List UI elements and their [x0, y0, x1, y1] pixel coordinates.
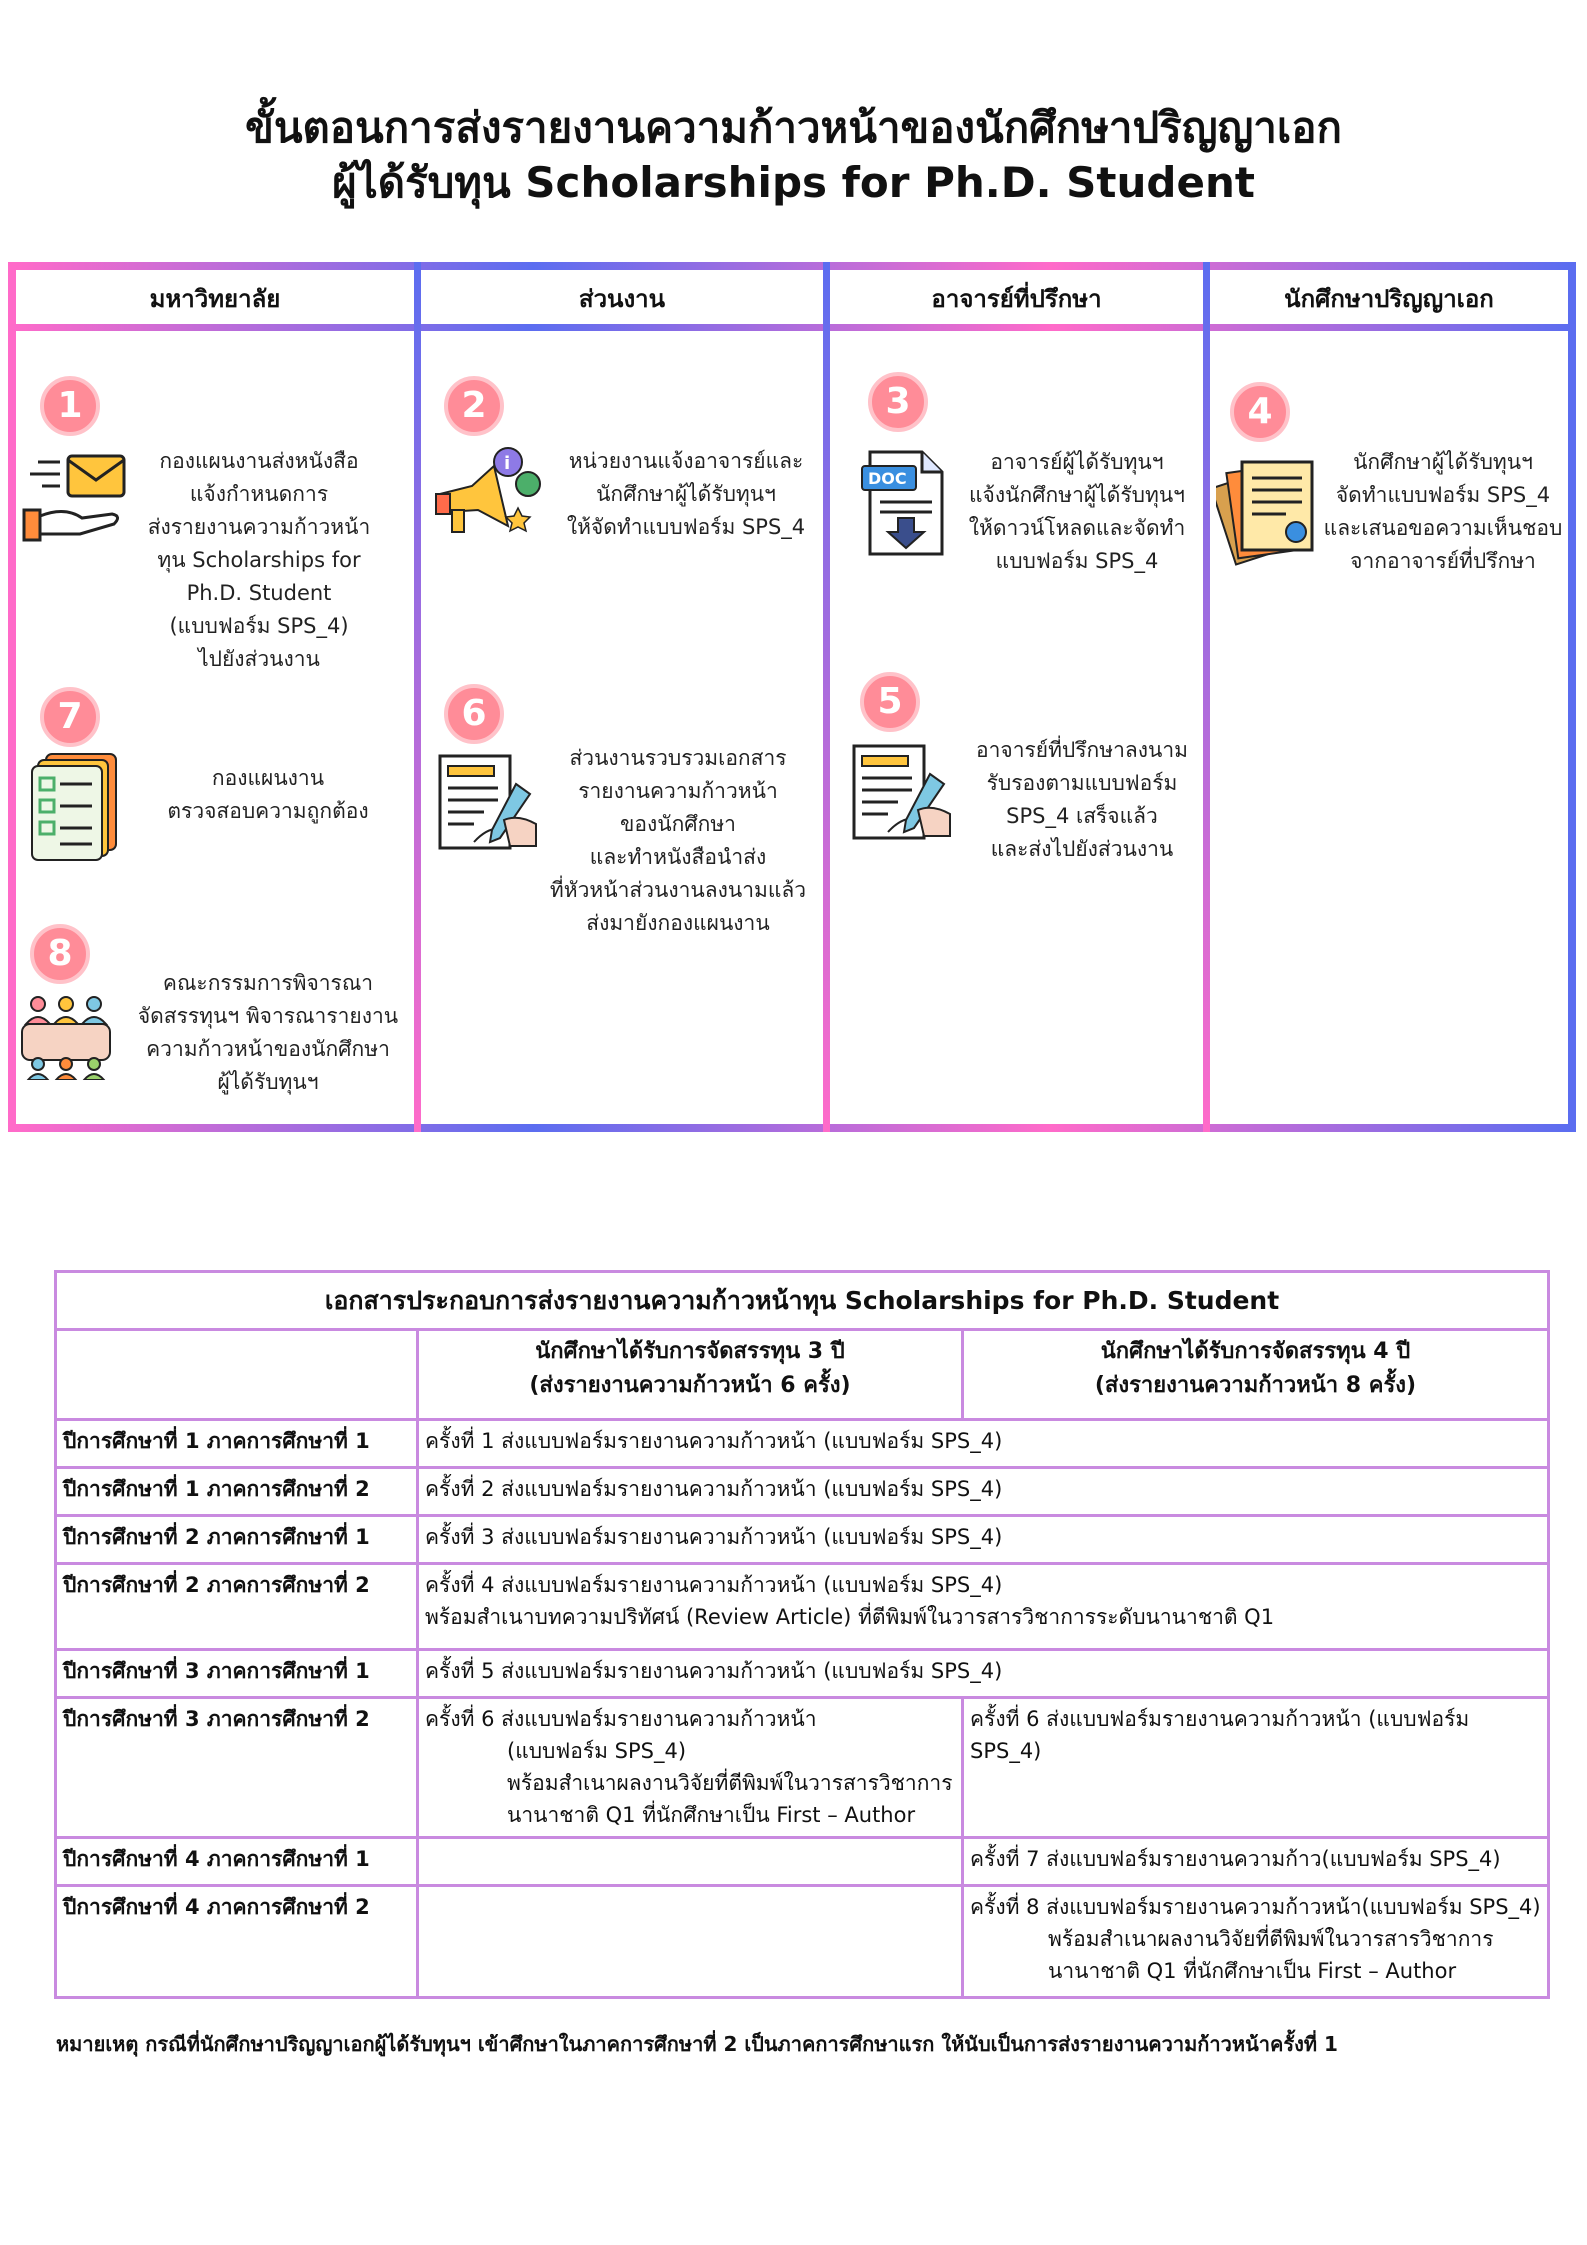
step-4-text: [1318, 446, 1568, 578]
step-text-line: หน่วยงานแจ้งอาจารย์และ: [568, 449, 804, 473]
step-text-line: และทำหนังสือนำส่ง: [589, 845, 767, 869]
step-text-line: รายงานความก้าวหน้า: [578, 779, 778, 803]
step-text-line: ตรวจสอบความถูกต้อง: [167, 799, 369, 823]
table-row: [56, 1516, 1549, 1564]
step-4-badge: 4: [1230, 382, 1290, 442]
row-term: ปีการศึกษาที่ 3 ภาคการศึกษาที่ 2: [56, 1698, 418, 1838]
row-text: [418, 1564, 1549, 1650]
step-text-line: ส่งมายังกองแผนงาน: [586, 911, 770, 935]
row-text-4-year: [963, 1886, 1549, 1998]
step-3-text: [952, 446, 1202, 578]
column-divider: [414, 262, 421, 1132]
step-1-text: [134, 445, 384, 676]
step-text-line: กองแผนงาน: [211, 766, 325, 790]
header-divider: [8, 324, 1576, 331]
row-text-4-year: ครั้งที่ 6 ส่งแบบฟอร์มรายงานความก้าวหน้า (แบบฟอร์ม SPS_4): [963, 1698, 1549, 1838]
step-3-badge: 3: [868, 372, 928, 432]
row-term: ปีการศึกษาที่ 4 ภาคการศึกษาที่ 1: [56, 1838, 418, 1886]
step-6-badge: 6: [444, 684, 504, 744]
step-5-badge: 5: [860, 672, 920, 732]
step-text-line: แบบฟอร์ม SPS_4: [995, 549, 1159, 573]
step-text-line: ของนักศึกษา: [620, 812, 736, 836]
table-row: [56, 1838, 1549, 1886]
step-text-line: ให้ดาวน์โหลดและจัดทำ: [968, 516, 1186, 540]
header-line: นักศึกษาได้รับการจัดสรรทุน 4 ปี: [1100, 1339, 1411, 1364]
row-text-3-year: [418, 1698, 963, 1838]
table-caption: เอกสารประกอบการส่งรายงานความก้าวหน้าทุน Scholarships for Ph.D. Student: [56, 1272, 1549, 1330]
header-line: (ส่งรายงานความก้าวหน้า 8 ครั้ง): [1094, 1373, 1417, 1398]
step-text-line: ส่งรายงานความก้าวหน้า: [147, 515, 371, 539]
step-text-line: แจ้งกำหนดการ: [189, 482, 329, 506]
column-header-3-year: [418, 1330, 963, 1420]
step-2-badge: 2: [444, 376, 504, 436]
column-divider: [823, 262, 830, 1132]
certificate-icon: [1216, 456, 1326, 566]
table-row: [56, 1698, 1549, 1838]
row-text-line: ครั้งที่ 6 ส่งแบบฟอร์มรายงานความก้าวหน้า: [425, 1707, 817, 1731]
step-text-line: Ph.D. Student: [186, 581, 332, 605]
step-text-line: กองแผนงานส่งหนังสือ: [159, 449, 359, 473]
svg-text:i: i: [504, 453, 511, 474]
row-term: ปีการศึกษาที่ 2 ภาคการศึกษาที่ 1: [56, 1516, 418, 1564]
step-text-line: อาจารย์ผู้ได้รับทุนฯ: [990, 450, 1164, 474]
step-text-line: คณะกรรมการพิจารณา: [162, 971, 374, 995]
header-line: นักศึกษาได้รับการจัดสรรทุน 3 ปี: [535, 1339, 845, 1364]
committee-meeting-icon: [18, 990, 114, 1080]
table-row: [56, 1420, 1549, 1468]
row-text-line: พร้อมสำเนาบทความปริทัศน์ (Review Article) ที่ตีพิมพ์ในวารสารวิชาการระดับนานาชาติ Q1: [425, 1605, 1275, 1629]
signing-document-icon: [848, 740, 958, 850]
step-text-line: ไปยังส่วนงาน: [198, 647, 320, 671]
step-text-line: และส่งไปยังส่วนงาน: [990, 837, 1174, 861]
row-text-3-year-empty: [418, 1886, 963, 1998]
column-divider: [1203, 262, 1210, 1132]
process-flow-diagram: [8, 262, 1576, 1132]
page-title-line2: ผู้ได้รับทุน Scholarships for Ph.D. Student: [332, 158, 1255, 207]
step-7-text: [148, 762, 388, 828]
step-8-badge: 8: [30, 924, 90, 984]
doc-label: DOC: [868, 469, 907, 488]
column-header-advisor: อาจารย์ที่ปรึกษา: [931, 285, 1102, 313]
row-term: ปีการศึกษาที่ 4 ภาคการศึกษาที่ 2: [56, 1886, 418, 1998]
footnote: หมายเหตุ กรณีที่นักศึกษาปริญญาเอกผู้ได้รับทุนฯ เข้าศึกษาในภาคการศึกษาที่ 2 เป็นภาคการศึกษาแรก ให้นับเป็นการส่งรายงานความก้าวหน้าครั้งที่ 1: [56, 2032, 1338, 2056]
step-text-line: แจ้งนักศึกษาผู้ได้รับทุนฯ: [969, 483, 1185, 507]
table-row: [56, 1650, 1549, 1698]
column-header-phd-student: นักศึกษาปริญญาเอก: [1284, 285, 1494, 313]
table-header-empty: [56, 1330, 418, 1420]
row-text-line: (แบบฟอร์ม SPS_4): [507, 1739, 687, 1763]
row-text-line: ครั้งที่ 4 ส่งแบบฟอร์มรายงานความก้าวหน้า (แบบฟอร์ม SPS_4): [425, 1573, 1003, 1597]
step-1-badge: 1: [40, 376, 100, 436]
table-row: [56, 1564, 1549, 1650]
table-row: [56, 1886, 1549, 1998]
table-row: [56, 1468, 1549, 1516]
column-header-university: มหาวิทยาลัย: [149, 285, 281, 313]
row-text-line: พร้อมสำเนาผลงานวิจัยที่ตีพิมพ์ในวารสารวิชาการ: [507, 1771, 953, 1795]
step-text-line: จัดสรรทุนฯ พิจารณารายงาน: [137, 1004, 399, 1028]
step-text-line: ที่หัวหน้าส่วนงานลงนามแล้ว: [549, 878, 807, 902]
step-text-line: นักศึกษาผู้ได้รับทุนฯ: [596, 482, 776, 506]
step-text-line: ผู้ได้รับทุนฯ: [217, 1070, 319, 1094]
step-7-badge: 7: [40, 687, 100, 747]
checklist-icon: [30, 752, 120, 862]
row-text-4-year: ครั้งที่ 7 ส่งแบบฟอร์มรายงานความก้าว(แบบฟอร์ม SPS_4): [963, 1838, 1549, 1886]
step-text-line: (แบบฟอร์ม SPS_4): [169, 614, 349, 638]
table-caption-row: [56, 1272, 1549, 1330]
step-text-line: และเสนอขอความเห็นชอบ: [1323, 516, 1563, 540]
table-header-row: [56, 1330, 1549, 1420]
row-text: ครั้งที่ 3 ส่งแบบฟอร์มรายงานความก้าวหน้า (แบบฟอร์ม SPS_4): [418, 1516, 1549, 1564]
row-text: ครั้งที่ 1 ส่งแบบฟอร์มรายงานความก้าวหน้า (แบบฟอร์ม SPS_4): [418, 1420, 1549, 1468]
step-text-line: ความก้าวหน้าของนักศึกษา: [146, 1037, 390, 1061]
step-text-line: ทุน Scholarships for: [157, 548, 361, 572]
row-text-3-year-empty: [418, 1838, 963, 1886]
row-term: ปีการศึกษาที่ 1 ภาคการศึกษาที่ 1: [56, 1420, 418, 1468]
row-text: ครั้งที่ 2 ส่งแบบฟอร์มรายงานความก้าวหน้า (แบบฟอร์ม SPS_4): [418, 1468, 1549, 1516]
row-text: ครั้งที่ 5 ส่งแบบฟอร์มรายงานความก้าวหน้า (แบบฟอร์ม SPS_4): [418, 1650, 1549, 1698]
row-text-line: พร้อมสำเนาผลงานวิจัยที่ตีพิมพ์ในวารสารวิชาการ: [1048, 1927, 1494, 1951]
row-term: ปีการศึกษาที่ 3 ภาคการศึกษาที่ 1: [56, 1650, 418, 1698]
step-6-text: [538, 742, 818, 940]
hand-envelope-icon: [20, 448, 130, 548]
column-header-4-year: [963, 1330, 1549, 1420]
step-text-line: SPS_4 เสร็จแล้ว: [1006, 804, 1158, 828]
step-5-text: [952, 734, 1212, 866]
step-text-line: นักศึกษาผู้ได้รับทุนฯ: [1353, 450, 1533, 474]
step-text-line: ให้จัดทำแบบฟอร์ม SPS_4: [566, 515, 806, 539]
step-text-line: อาจารย์ที่ปรึกษาลงนาม: [976, 738, 1188, 762]
row-text-line: นานาชาติ Q1 ที่นักศึกษาเป็น First – Author: [507, 1803, 916, 1827]
row-text-line: นานาชาติ Q1 ที่นักศึกษาเป็น First – Author: [1048, 1959, 1457, 1983]
doc-download-icon: [860, 448, 952, 558]
row-term: ปีการศึกษาที่ 1 ภาคการศึกษาที่ 2: [56, 1468, 418, 1516]
step-text-line: รับรองตามแบบฟอร์ม: [986, 771, 1178, 795]
header-line: (ส่งรายงานความก้าวหน้า 6 ครั้ง): [529, 1373, 851, 1398]
megaphone-icon: [432, 444, 548, 544]
step-text-line: ส่วนงานรวบรวมเอกสาร: [569, 746, 787, 770]
row-text-line: ครั้งที่ 8 ส่งแบบฟอร์มรายงานความก้าวหน้า(แบบฟอร์ม SPS_4): [970, 1895, 1541, 1919]
step-2-text: [556, 445, 816, 544]
step-text-line: จากอาจารย์ที่ปรึกษา: [1350, 549, 1536, 573]
page-title-line1: ขั้นตอนการส่งรายงานความก้าวหน้าของนักศึกษาปริญญาเอก: [245, 103, 1342, 152]
signing-document-icon: [434, 750, 544, 860]
column-header-department: ส่วนงาน: [578, 285, 666, 313]
step-text-line: จัดทำแบบฟอร์ม SPS_4: [1335, 483, 1551, 507]
step-8-text: [128, 967, 408, 1099]
documents-table: [54, 1270, 1550, 1999]
row-term: ปีการศึกษาที่ 2 ภาคการศึกษาที่ 2: [56, 1564, 418, 1650]
